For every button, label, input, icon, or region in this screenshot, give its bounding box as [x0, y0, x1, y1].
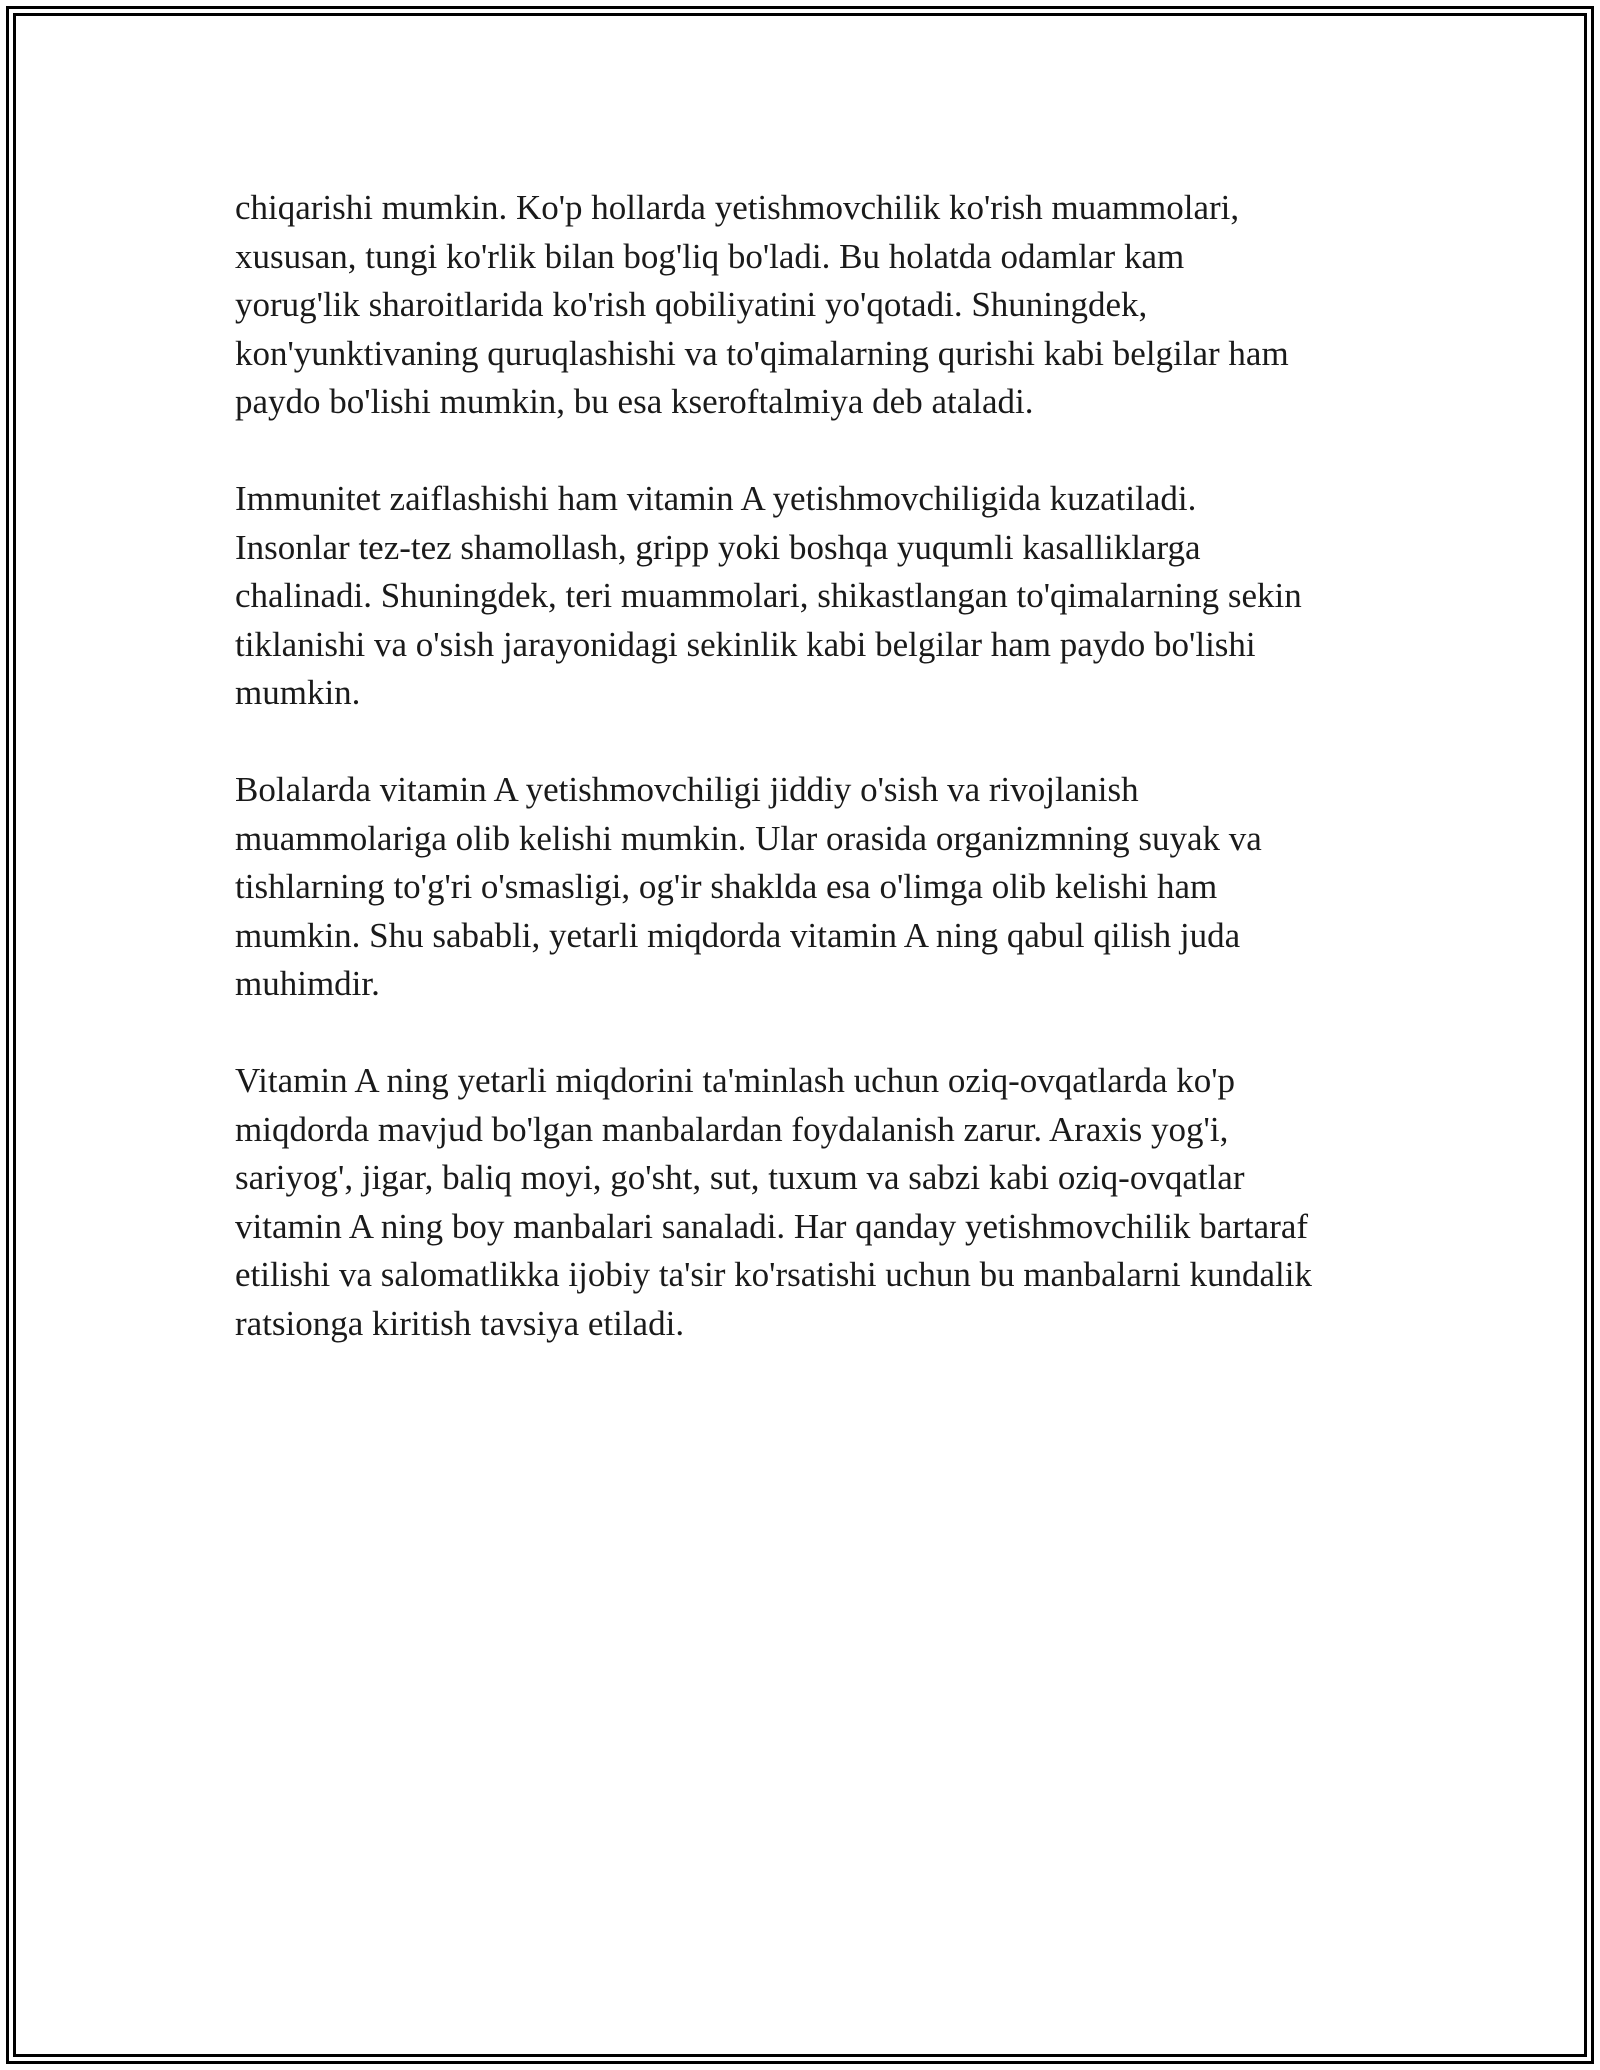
text-line: sariyog', jigar, baliq moyi, go'sht, sut, tuxum va sabzi kabi oziq-ovqatlar [235, 1158, 1245, 1197]
text-line: paydo bo'lishi mumkin, bu esa kseroftalmiya deb ataladi. [235, 382, 1034, 421]
text-line: Insonlar tez-tez shamollash, gripp yoki boshqa yuqumli kasalliklarga [235, 527, 1201, 567]
text-line: tiklanishi va o'sish jarayonidagi sekinlik kabi belgilar ham paydo bo'lishi [235, 624, 1256, 664]
text-line: mumkin. [235, 673, 361, 712]
paragraph-4 [235, 1057, 1375, 1348]
document-body [235, 184, 1375, 1348]
text-line: etilishi va salomatlikka ijobiy ta'sir ko'rsatishi uchun bu manbalarni kundalik [235, 1255, 1313, 1294]
text-line: mumkin. Shu sababli, yetarli miqdorda vitamin A ning qabul qilish juda [235, 915, 1241, 955]
text-line: Immunitet zaiflashishi ham vitamin A yetishmovchiligida kuzatiladi. [235, 479, 1197, 518]
paragraph-1 [235, 184, 1375, 427]
text-line: tishlarning to'g'ri o'smasligi, og'ir shakldа esa o'limga olib kelishi ham [235, 867, 1218, 906]
text-line: vitamin A ning boy manbalari sanaladi. Har qanday yetishmovchilik bartaraf [235, 1206, 1309, 1246]
paragraph-2 [235, 475, 1375, 718]
text-line: chiqarishi mumkin. Ko'p hollarda yetishmovchilik ko'rish muammolari, [235, 188, 1240, 227]
text-line: xususan, tungi ko'rlik bilan bog'liq bo'ladi. Bu holatda odamlar kam [235, 236, 1185, 276]
text-line: muhimdir. [235, 964, 380, 1003]
paragraph-3 [235, 766, 1375, 1009]
text-line: chalinadi. Shuningdek, teri muammolari, shikastlangan to'qimalarning sekin [235, 576, 1302, 615]
text-line: ratsionga kiritish tavsiya etiladi. [235, 1303, 685, 1343]
text-line: yorug'lik sharoitlarida ko'rish qobiliyatini yo'qotadi. Shuningdek, [235, 285, 1148, 324]
text-line: Vitamin A ning yetarli miqdorini ta'minlash uchun oziq-ovqatlarda ko'p [235, 1061, 1236, 1100]
text-line: Bolalarda vitamin A yetishmovchiligi jiddiy o'sish va rivojlanish [235, 770, 1139, 809]
text-line: miqdorda mavjud bo'lgan manbalardan foydalanish zarur. Araxis yog'i, [235, 1109, 1229, 1149]
text-line: kon'yunktivaning quruqlashishi va to'qimalarning qurishi kabi belgilar ham [235, 333, 1289, 373]
text-line: muammolariga olib kelishi mumkin. Ular orasida organizmning suyak va [235, 818, 1262, 858]
